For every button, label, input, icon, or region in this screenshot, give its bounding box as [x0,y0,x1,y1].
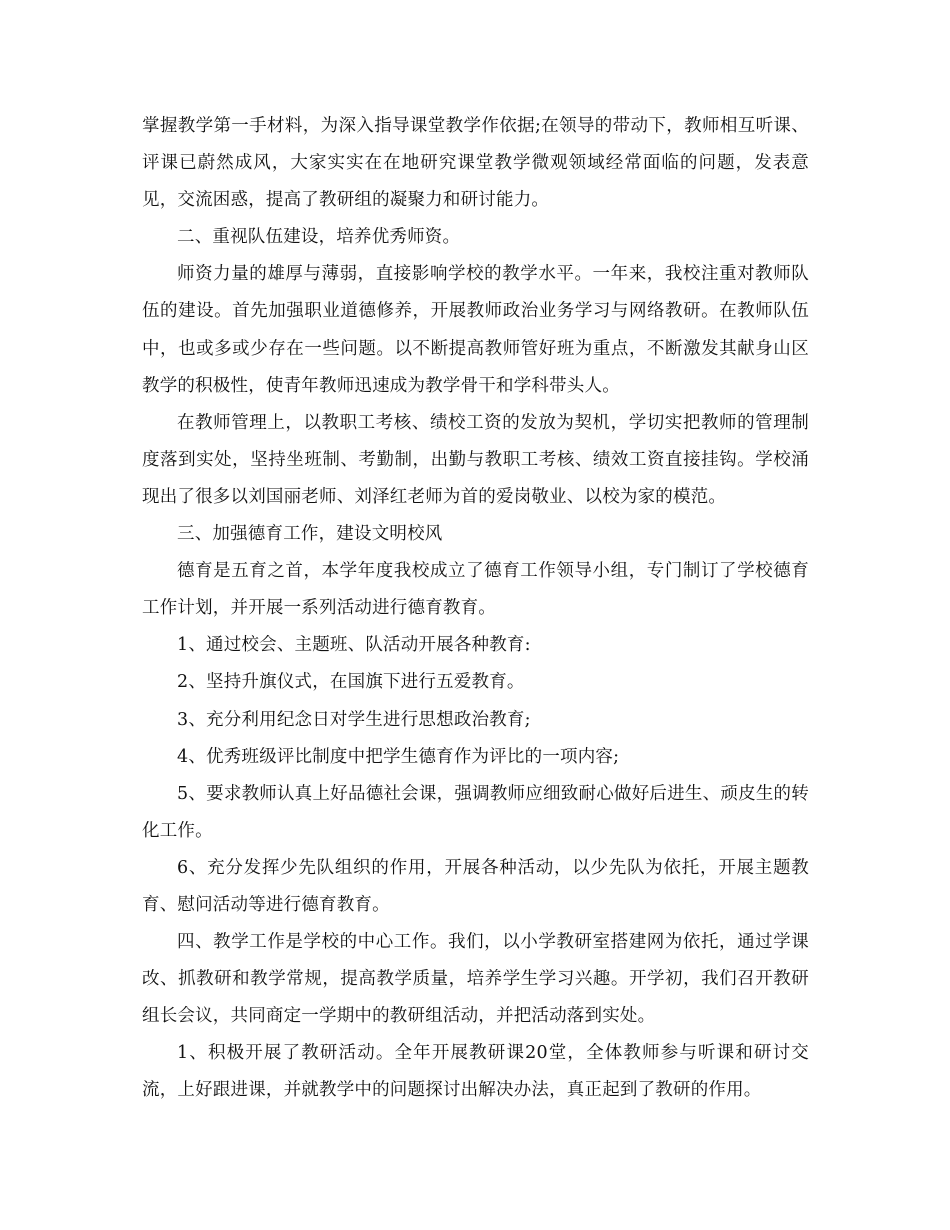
list-item: 5、要求教师认真上好品德社会课，强调教师应细致耐心做好后进生、顽皮生的转化工作。 [142,783,809,841]
paragraph: 在教师管理上，以教职工考核、绩校工资的发放为契机，学切实把教师的管理制度落到实处，坚持坐班制、考勤制，出勤与教职工考核、绩效工资直接挂钩。学校涌现出了很多以刘国丽老师、刘泽红老师为首的爱岗敬业、以校为家的模范。 [142,412,809,507]
list-item: 6、充分发挥少先队组织的作用，开展各种活动，以少先队为依托，开展主题教育、慰问活动等进行德育教育。 [142,857,809,915]
list-item: 3、充分利用纪念日对学生进行思想政治教育; [177,709,531,730]
paragraph: 德育是五育之首，本学年度我校成立了德育工作领导小组，专门制订了学校德育工作计划，并开展一系列活动进行德育教育。 [142,561,809,619]
paragraph-continuation: 掌握教学第一手材料，为深入指导课堂教学作依据;在领导的带动下，教师相互听课、评课已蔚然成风，大家实实在在地研究课堂教学微观领域经常面临的问题，发表意见，交流困惑，提高了教研组的凝聚力和研讨能力。 [142,116,809,211]
list-item: 1、积极开展了教研活动。全年开展教研课20堂，全体教师参与听课和研讨交流，上好跟进课，并就教学中的问题探讨出解决办法，真正起到了教研的作用。 [142,1043,809,1101]
list-item: 2、坚持升旗仪式，在国旗下进行五爱教育。 [177,672,525,693]
paragraph: 师资力量的雄厚与薄弱，直接影响学校的教学水平。一年来，我校注重对教师队伍的建设。首先加强职业道德修养，开展教师政治业务学习与网络教研。在教师队伍中，也或多或少存在一些问题。以不断提高教师管好班为重点，不断激发其献身山区教学的积极性，使青年教师迅速成为教学骨干和学科带头人。 [142,264,809,396]
section-heading-3: 三、加强德育工作，建设文明校风 [177,524,443,545]
list-item: 4、优秀班级评比制度中把学生德育作为评比的一项内容; [177,746,620,767]
list-item: 1、通过校会、主题班、队活动开展各种教育: [177,635,531,656]
document-body [142,108,809,1110]
section-heading-4: 四、教学工作是学校的中心工作。我们，以小学教研室搭建网为依托，通过学课改、抓教研和教学常规，提高教学质量，培养学生学习兴趣。开学初，我们召开教研组长会议，共同商定一学期中的教研组活动，并把活动落到实处。 [142,932,809,1027]
section-heading-2: 二、重视队伍建设，培养优秀师资。 [177,227,461,248]
